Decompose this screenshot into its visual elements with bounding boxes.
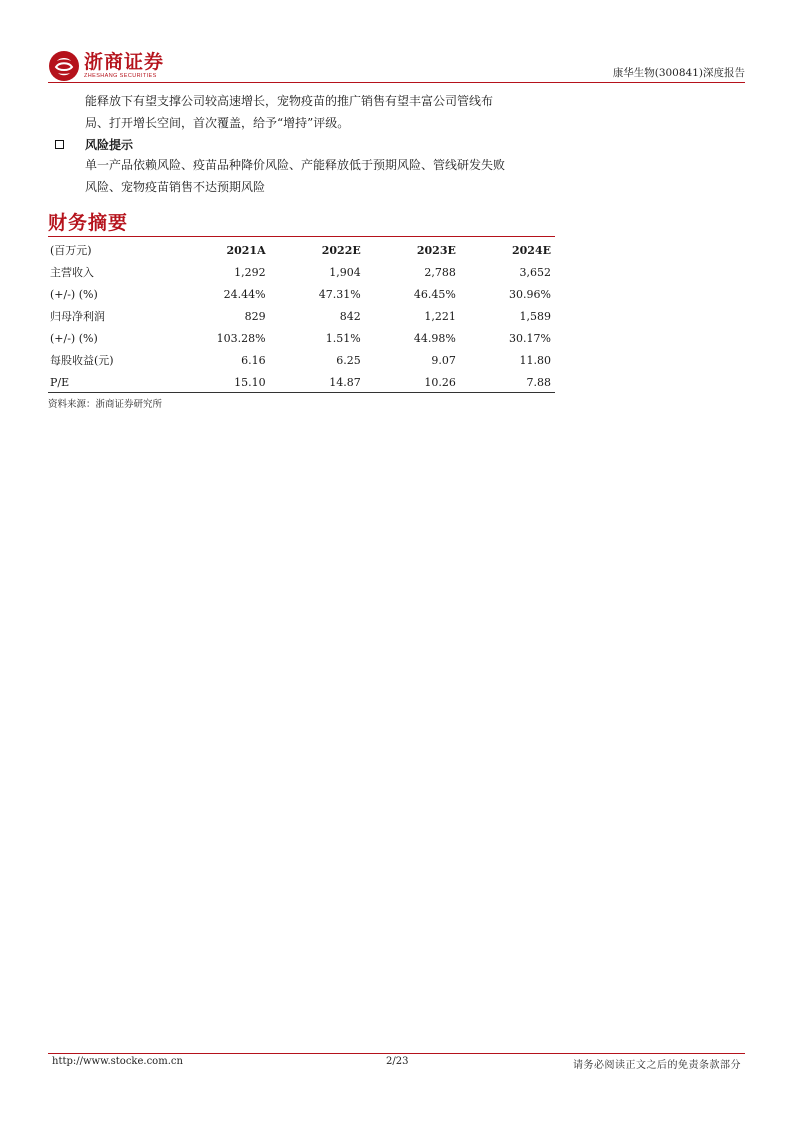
table-cell: 44.98% xyxy=(413,331,456,345)
table-row xyxy=(48,305,555,327)
report-title: 康华生物(300841)深度报告 xyxy=(612,67,745,79)
table-row xyxy=(48,327,555,349)
logo-english-name: ZHESHANG SECURITIES xyxy=(84,73,157,79)
row-label: 归母净利润 xyxy=(50,310,105,323)
table-cell: 3,652 xyxy=(519,265,551,279)
table-cell: 6.25 xyxy=(336,353,361,367)
table-cell: 11.80 xyxy=(519,353,551,367)
disclaimer-note: 请务必阅读正文之后的免责条款部分 xyxy=(573,1060,741,1071)
table-cell: 24.44% xyxy=(223,287,266,301)
table-row xyxy=(48,283,555,305)
header-unit: (百万元) xyxy=(50,244,92,257)
table-cell: 1,589 xyxy=(519,309,551,323)
page-number: 2/23 xyxy=(386,1056,409,1067)
table-row xyxy=(48,261,555,283)
row-label: (+/-) (%) xyxy=(50,287,98,301)
financial-summary-table xyxy=(48,239,555,393)
intro-line: 能释放下有望支撑公司较高速增长，宠物疫苗的推广销售有望丰富公司管线布 xyxy=(85,94,494,108)
table-bottom-rule xyxy=(48,392,555,393)
logo-chinese-name: 浙商证券 xyxy=(84,51,165,73)
table-header-row xyxy=(48,239,555,261)
footer-url-link[interactable]: http://www.stocke.com.cn xyxy=(52,1056,183,1067)
table-cell: 30.17% xyxy=(509,331,551,345)
risk-line: 风险、宠物疫苗销售不达预期风险 xyxy=(85,180,266,194)
table-row xyxy=(48,349,555,371)
table-cell: 46.45% xyxy=(413,287,456,301)
table-cell: 47.31% xyxy=(318,287,361,301)
table-cell: 14.87 xyxy=(329,375,361,389)
table-cell: 9.07 xyxy=(431,353,456,367)
table-cell: 7.88 xyxy=(526,375,551,389)
table-cell: 6.16 xyxy=(241,353,266,367)
header-divider xyxy=(48,82,745,83)
row-label: (+/-) (%) xyxy=(50,331,98,345)
header-year: 2023E xyxy=(416,243,456,257)
table-cell: 829 xyxy=(244,309,266,323)
section-divider xyxy=(48,236,555,237)
header-year: 2022E xyxy=(321,243,361,257)
data-source-note: 资料来源：浙商证券研究所 xyxy=(48,399,163,410)
table-cell: 15.10 xyxy=(234,375,266,389)
footer-divider xyxy=(48,1053,745,1054)
table-cell: 103.28% xyxy=(216,331,266,345)
risk-heading: 风险提示 xyxy=(85,138,134,152)
table-cell: 842 xyxy=(339,309,361,323)
table-cell: 1,292 xyxy=(234,265,266,279)
row-label: 主营收入 xyxy=(50,266,94,279)
intro-paragraph xyxy=(85,90,555,134)
risk-line: 单一产品依赖风险、疫苗品种降价风险、产能释放低于预期风险、管线研发失败 xyxy=(85,158,506,172)
table-cell: 10.26 xyxy=(424,375,456,389)
header-year: 2024E xyxy=(512,243,551,257)
zheshang-logo-icon xyxy=(48,50,80,82)
checkbox-bullet-icon xyxy=(55,140,64,149)
row-label: P/E xyxy=(50,375,70,389)
table-cell: 30.96% xyxy=(509,287,551,301)
risk-paragraph xyxy=(85,154,555,198)
table-cell: 2,788 xyxy=(424,265,456,279)
table-cell: 1.51% xyxy=(325,331,361,345)
table-cell: 1,904 xyxy=(329,265,361,279)
row-label: 每股收益(元) xyxy=(50,354,114,367)
table-row xyxy=(48,371,555,393)
financial-summary-title: 财务摘要 xyxy=(48,212,129,234)
company-logo xyxy=(48,50,164,82)
intro-line: 局、打开增长空间，首次覆盖，给予“增持”评级。 xyxy=(85,116,350,130)
header-year: 2021A xyxy=(226,243,266,257)
page-header xyxy=(48,48,745,84)
table-cell: 1,221 xyxy=(424,309,456,323)
